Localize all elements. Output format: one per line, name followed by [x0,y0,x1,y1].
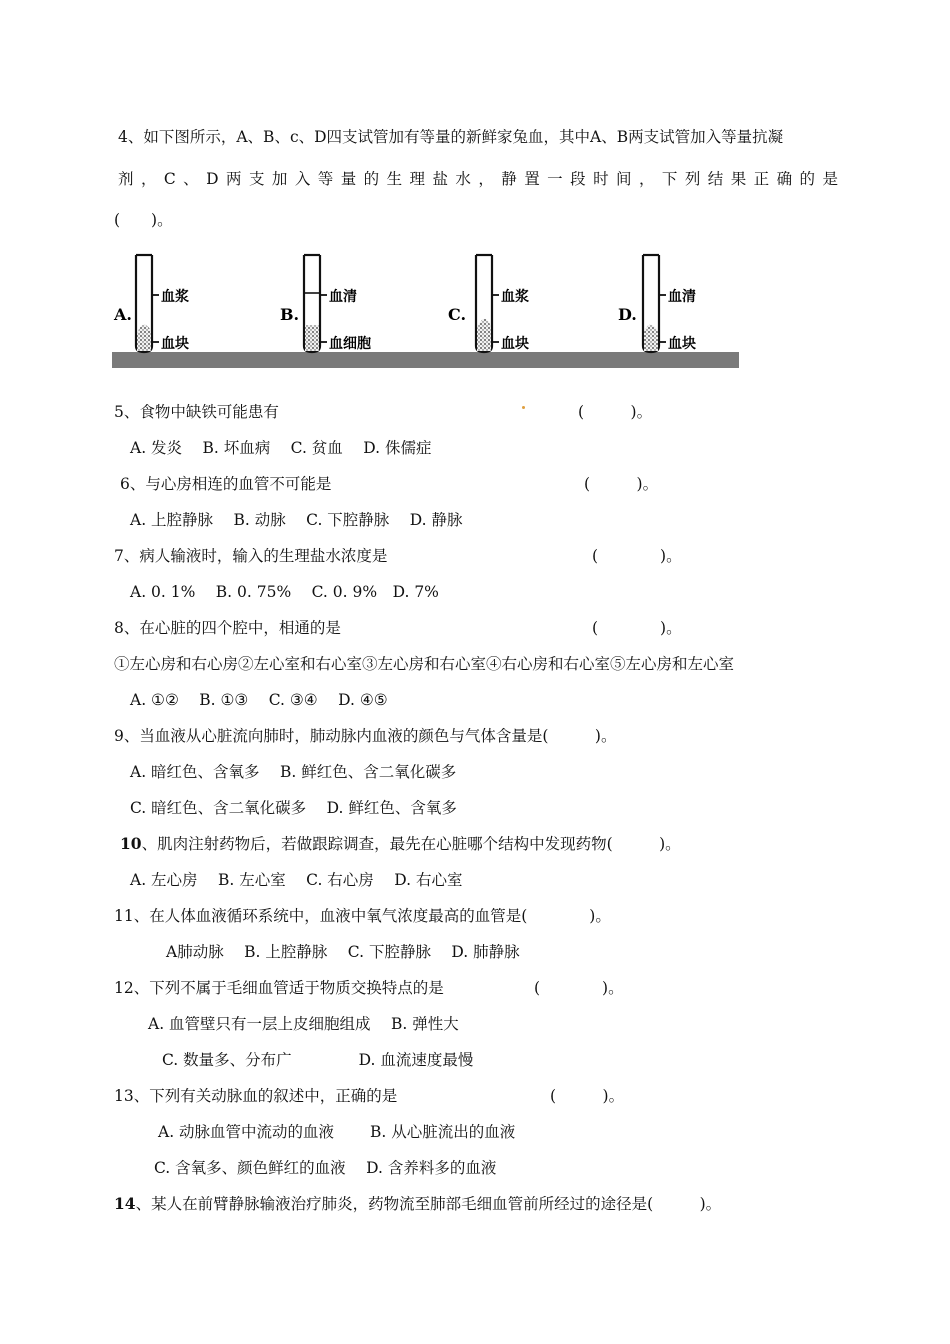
tube-a-clot [137,325,151,351]
tube-d [618,255,696,352]
q5-options: A. 发炎 B. 坏血病 C. 贫血 D. 侏儒症 [130,439,432,457]
q11-options: A肺动脉 B. 上腔静脉 C. 下腔静脉 D. 肺静脉 [166,943,520,961]
tube-c-lower-label: 血块 [501,336,529,352]
q9-options-1: A. 暗红色、含氧多 B. 鲜红色、含二氧化碳多 [130,763,457,781]
q12-options-1: A. 血管壁只有一层上皮细胞组成 B. 弹性大 [148,1015,459,1033]
q14-number: 14 [114,1194,136,1213]
tube-a-lower-label: 血块 [161,336,189,352]
q8-blank: ( )。 [592,619,682,637]
tube-d-clot [644,325,658,351]
tube-a-upper-label: 血浆 [161,289,189,305]
q13-blank: ( )。 [550,1087,625,1105]
q4-answer-blank: ( )。 [114,211,173,229]
q6-blank: ( )。 [584,475,659,493]
q5-blank: ( )。 [578,403,653,421]
tube-a [113,255,189,352]
tube-b-letter: B. [280,305,300,324]
tube-c-upper-label: 血浆 [501,289,529,305]
q13-options-2: C. 含氧多、颜色鲜红的血液 D. 含养料多的血液 [154,1159,497,1177]
q10-options: A. 左心房 B. 左心室 C. 右心房 D. 右心室 [130,871,463,889]
q5-stem: 5、食物中缺铁可能患有 [114,403,279,421]
tube-b-upper-label: 血清 [329,289,357,305]
q14-stem [114,1194,721,1214]
tube-b-lower-label: 血细胞 [329,336,371,352]
q12-options-2: C. 数量多、分布广 D. 血流速度最慢 [162,1051,474,1069]
tube-c-clot [477,319,491,351]
q6-options: A. 上腔静脉 B. 动脉 C. 下腔静脉 D. 静脉 [130,511,463,529]
q12-stem: 12、下列不属于毛细血管适于物质交换特点的是 [114,979,444,997]
q6-stem: 6、与心房相连的血管不可能是 [120,475,332,493]
q4-line-2: 剂，C、D两支加入等量的生理盐水，静置一段时间，下列结果正确的是 [118,170,838,188]
tube-d-lower-label: 血块 [668,336,696,352]
tube-d-letter: D. [618,305,637,324]
tube-b [280,255,371,352]
q8-stem: 8、在心脏的四个腔中，相通的是 [114,619,341,637]
q8-options: A. ①② B. ①③ C. ③④ D. ④⑤ [130,691,388,709]
stray-mark [522,406,525,409]
q9-stem: 9、当血液从心脏流向肺时，肺动脉内血液的颜色与气体含量是( )。 [114,727,617,745]
test-tube-figure [112,243,739,370]
q12-blank: ( )。 [534,979,624,997]
q10-stem [120,834,681,854]
tube-a-letter: A. [114,305,132,324]
q4-line-1: 4、如下图所示，A、B、c、D四支试管加有等量的新鲜家兔血，其中A、B两支试管加入等量抗凝 [118,128,784,146]
q11-stem: 11、在人体血液循环系统中，血液中氧气浓度最高的血管是( )。 [114,907,611,925]
q7-options: A. 0. 1% B. 0. 75% C. 0. 9% D. 7% [130,583,439,601]
q14-text: 、某人在前臂静脉输液治疗肺炎，药物流至肺部毛细血管前所经过的途径是( )。 [135,1195,722,1213]
tube-d-upper-label: 血清 [668,289,696,305]
tube-b-cells [305,325,319,351]
q9-options-2: C. 暗红色、含二氧化碳多 D. 鲜红色、含氧多 [130,799,457,817]
q8-items: ①左心房和右心房②左心室和右心室③左心房和右心室④右心房和右心室⑤左心房和左心室 [114,655,735,673]
q7-stem: 7、病人输液时，输入的生理盐水浓度是 [114,547,388,565]
q13-stem: 13、下列有关动脉血的叙述中，正确的是 [114,1087,398,1105]
tube-c [448,255,529,352]
q10-number: 10 [120,834,142,853]
q10-text: 、肌肉注射药物后，若做跟踪调查，最先在心脏哪个结构中发现药物( )。 [141,835,681,853]
tube-c-letter: C. [448,305,467,324]
bench-base [112,352,739,368]
q7-blank: ( )。 [592,547,682,565]
q13-options-1: A. 动脉血管中流动的血液 B. 从心脏流出的血液 [158,1123,516,1141]
